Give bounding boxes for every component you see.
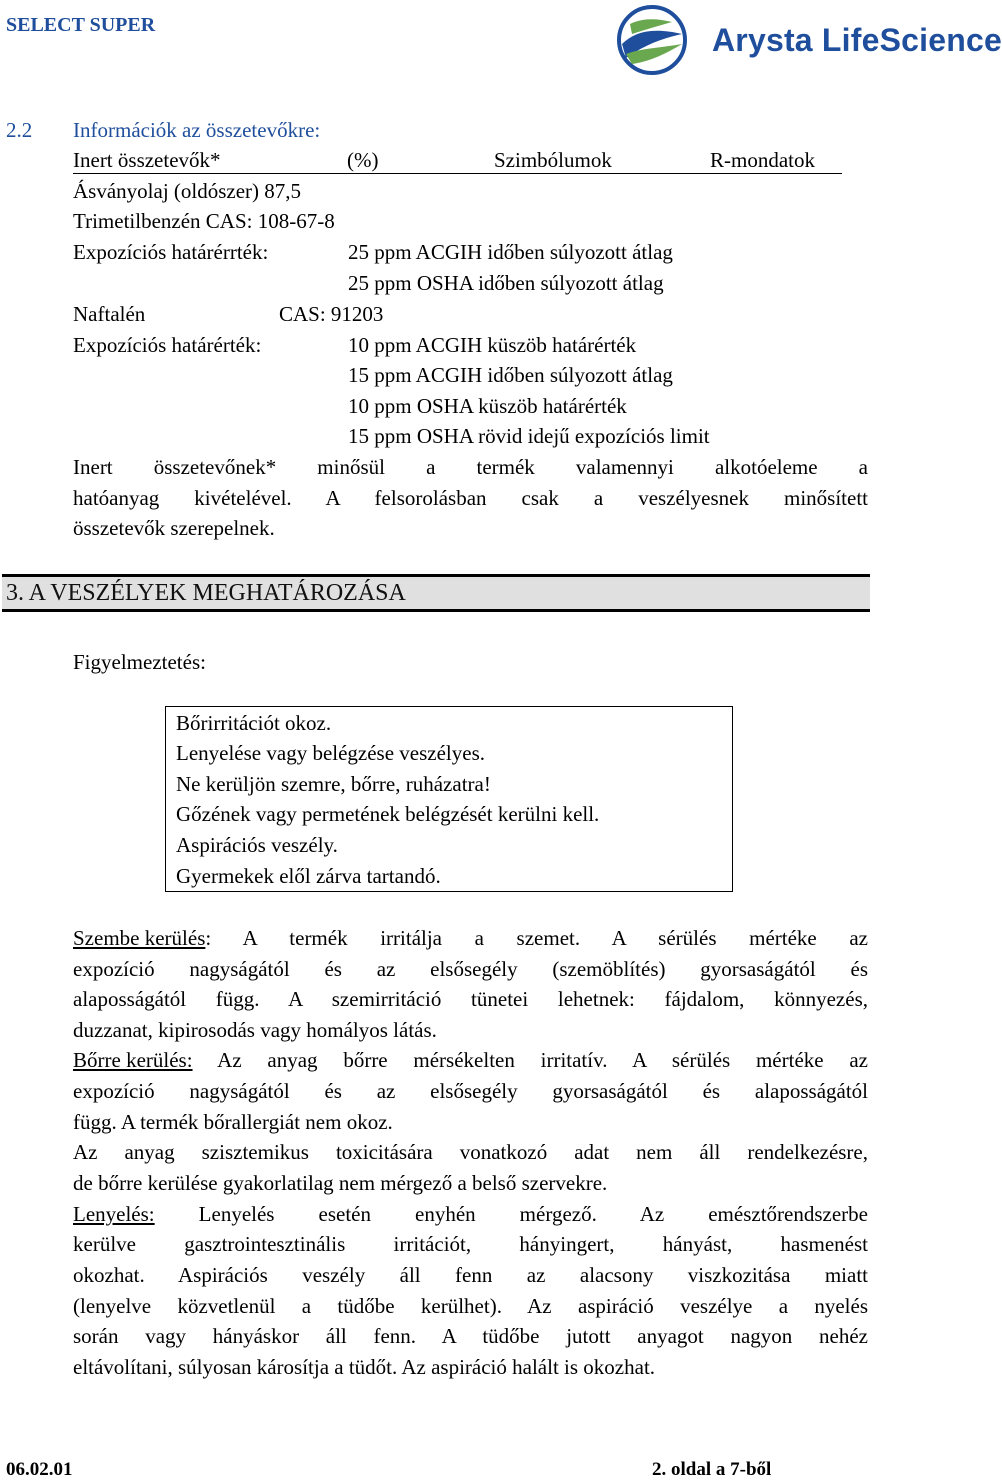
ingestion-line: során vagy hányáskor áll fenn. A tüdőbe jutott anyagot nagyon nehéz [73, 1324, 868, 1348]
warning-phrase: Bőrirritációt okoz. [176, 711, 332, 735]
footer-page-number: 2. oldal a 7-ből [652, 1459, 772, 1480]
exposure-label: Expozíciós határérrték: [73, 240, 269, 264]
warning-phrase: Gőzének vagy permetének belégzését kerülni kell. [176, 802, 600, 826]
eye-heading: Szembe kerülés [73, 926, 206, 950]
skin-line: Az anyag szisztemikus toxicitására vonatkozó adat nem áll rendelkezésre, [73, 1140, 868, 1164]
eye-first-line [73, 923, 868, 954]
table-header-ingredients: Inert összetevők* [73, 148, 221, 172]
note-line: összetevők szerepelnek. [73, 516, 275, 540]
skin-line: de bőrre kerülése gyakorlatilag nem mérgező a belső szervekre. [73, 1171, 608, 1195]
warning-label: Figyelmeztetés: [73, 650, 206, 674]
skin-heading: Bőrre kerülés: [73, 1048, 193, 1072]
section-title: Információk az összetevőkre: [73, 118, 321, 142]
skin-line: expozíció nagyságától és az elsősegély gyorsaságától és alaposságától [73, 1079, 868, 1103]
exposure-value: 15 ppm ACGIH időben súlyozott átlag [348, 363, 673, 387]
exposure-label: Expozíciós határérték: [73, 333, 262, 357]
note-line: hatóanyag kivételével. A felsorolásban csak a veszélyesnek minősített [73, 486, 868, 510]
exposure-value: 25 ppm ACGIH időben súlyozott átlag [348, 240, 673, 264]
section-number: 2.2 [6, 118, 33, 142]
exposure-value: 25 ppm OSHA időben súlyozott átlag [348, 271, 664, 295]
warning-phrase: Gyermekek elől zárva tartandó. [176, 864, 441, 888]
warning-phrase: Aspirációs veszély. [176, 833, 338, 857]
exposure-value: 10 ppm OSHA küszöb határérték [348, 394, 627, 418]
eye-line: duzzanat, kipirosodás vagy homályos látás. [73, 1018, 437, 1042]
table-header-symbols: Szimbólumok [494, 148, 612, 172]
exposure-value: 15 ppm OSHA rövid idejű expozíciós limit [348, 424, 710, 448]
table-header-r-phrases: R-mondatok [710, 148, 815, 172]
skin-first-line [73, 1045, 868, 1076]
ingredient-name: Naftalén [73, 302, 146, 326]
exposure-value: 10 ppm ACGIH küszöb határérték [348, 333, 637, 357]
ingredient-line: Trimetilbenzén CAS: 108-67-8 [73, 209, 335, 233]
ingestion-line: kerülve gasztrointesztinális irritációt, hányingert, hányást, hasmenést [73, 1232, 868, 1256]
ingredient-line: Ásványolaj (oldószer) 87,5 [73, 179, 302, 203]
warning-phrase: Lenyelése vagy belégzése veszélyes. [176, 741, 486, 765]
footer-date: 06.02.01 [6, 1459, 73, 1480]
ingestion-line: Lenyelés esetén enyhén mérgező. Az emésztőrendszerbe [154, 1202, 868, 1226]
note-line: Inert összetevőnek* minősül a termék valamennyi alkotóeleme a [73, 455, 868, 479]
ingestion-first-line [73, 1199, 868, 1230]
ingestion-line: okozhat. Aspirációs veszély áll fenn az alacsony viszkozitása miatt [73, 1263, 868, 1287]
eye-line: expozíció nagyságától és az elsősegély (szemöblítés) gyorsaságától és [73, 957, 868, 981]
ingestion-line: (lenyelve közvetlenül a tüdőbe kerülhet). Az aspiráció veszélye a nyelés [73, 1294, 868, 1318]
ingredient-cas: CAS: 91203 [279, 302, 384, 326]
logo-wordmark: Arysta LifeScience [712, 22, 1002, 58]
skin-line: függ. A termék bőrallergiát nem okoz. [73, 1110, 393, 1134]
eye-line: : A termék irritálja a szemet. A sérülés mértéke az [205, 926, 868, 950]
eye-line: alaposságától függ. A szemirritáció tünetei lehetnek: fájdalom, könnyezés, [73, 987, 868, 1011]
warning-phrase: Ne kerüljön szemre, bőrre, ruházatra! [176, 772, 491, 796]
skin-line: Az anyag bőrre mérsékelten irritatív. A sérülés mértéke az [192, 1048, 868, 1072]
ingestion-line: eltávolítani, súlyosan károsítja a tüdőt. Az aspiráció halált is okozhat. [73, 1355, 656, 1379]
document-product-name: SELECT SUPER [6, 14, 156, 36]
section-3-title: 3. A VESZÉLYEK MEGHATÁROZÁSA [6, 580, 406, 606]
ingestion-heading: Lenyelés: [73, 1202, 155, 1226]
table-header-percent: (%) [347, 148, 379, 172]
